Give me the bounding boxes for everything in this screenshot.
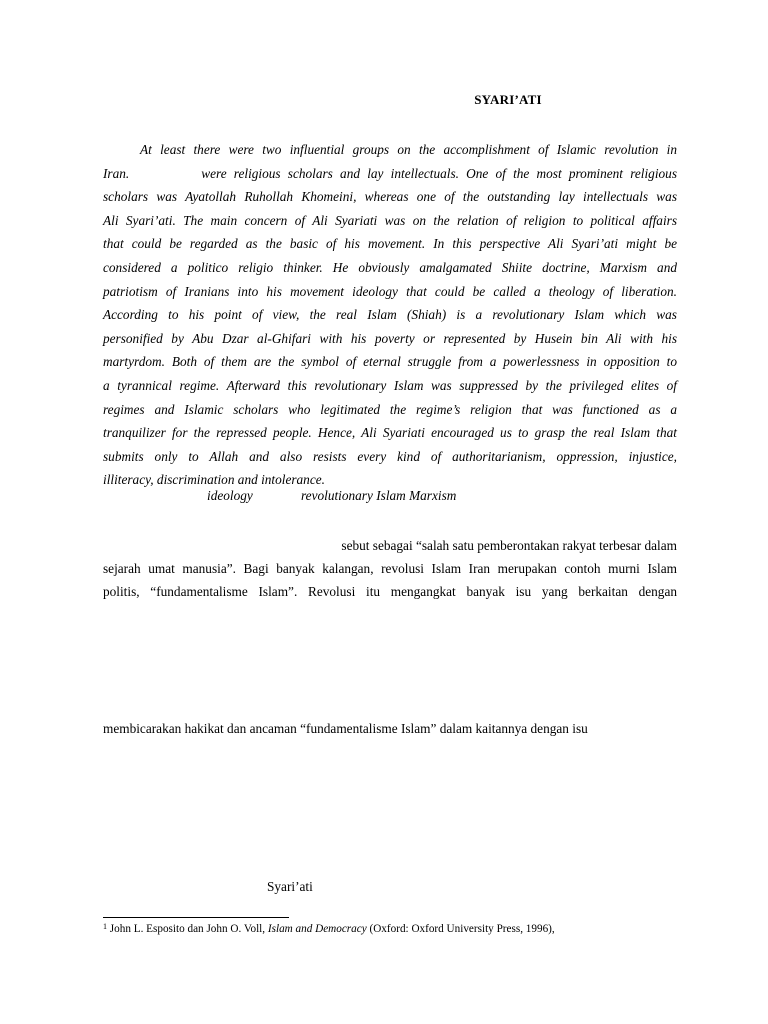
abstract-line: At least there were two influential groups on the accomplishment of Islamic revolution in [140,142,677,157]
abstract-line: Iran. were religious scholars and lay intellectuals. One of the most prominent religious [103,165,677,181]
abstract-paragraph [103,138,677,492]
abstract-line: martyrdom. Both of them are the symbol of eternal struggle from a powerlessness in opposition to [103,354,677,370]
body-paragraph [103,717,677,740]
abstract-line: tranquilizer for the repressed people. Hence, Ali Syariati encouraged us to grasp the real Islam that [103,425,677,441]
abstract-line: patriotism of Iranians into his movement ideology that could be called a theology of liberation. [103,283,677,299]
footnote-authors: John L. Esposito dan John O. Voll, [109,923,266,935]
keyword-ideology: ideology [207,488,253,503]
footnote [103,922,555,935]
footnote-number: 1 [103,922,107,931]
page-title: SYARI’ATI [474,92,542,107]
body-paragraph [103,534,677,603]
abstract-line: Ali Syari’ati. The main concern of Ali Syariati was on the relation of religion to political affairs [103,212,677,228]
abstract-line: a tyrannical regime. Afterward this revolutionary Islam was suppressed by the privileged elites of [103,377,677,393]
body-line: politis, “fundamentalisme Islam”. Revolusi itu mengangkat banyak isu yang berkaitan dengan [103,584,677,599]
footnote-publication: (Oxford: Oxford University Press, 1996), [369,923,555,935]
body-line: sejarah umat manusia”. Bagi banyak kalangan, revolusi Islam Iran merupakan contoh murni Islam [103,561,677,576]
abstract-line: regimes and Islamic scholars who legitimated the regime’s religion that was functioned as a [103,401,677,417]
keywords-line [0,488,457,552]
keyword-revolutionary-islam-marxism: revolutionary Islam Marxism [301,488,457,503]
abstract-line: that could be regarded as the basic of his movement. In this perspective Ali Syari’ati might be [103,236,677,252]
body-line: sebut sebagai “salah satu pemberontakan rakyat terbesar dalam [341,538,677,553]
abstract-line: illiteracy, discrimination and intolerance. [103,472,325,488]
text-fragment: Syari’ati [267,879,313,894]
footnote-divider [103,917,289,918]
abstract-line: considered a politico religio thinker. He obviously amalgamated Shiite doctrine, Marxism and [103,259,677,275]
abstract-line: personified by Abu Dzar al-Ghifari with his poverty or represented by Husein bin Ali with his [103,330,677,346]
footnote-book-title: Islam and Democracy [267,923,367,935]
abstract-line: According to his point of view, the real Islam (Shiah) is a revolutionary Islam which was [103,307,677,323]
abstract-line: scholars was Ayatollah Ruhollah Khomeini, whereas one of the outstanding lay intellectuals was [103,189,677,205]
abstract-line: submits only to Allah and also resists every kind of authoritarianism, oppression, injustice, [103,448,677,464]
body-line: membicarakan hakikat dan ancaman “fundamentalisme Islam” dalam kaitannya dengan isu [103,721,588,736]
